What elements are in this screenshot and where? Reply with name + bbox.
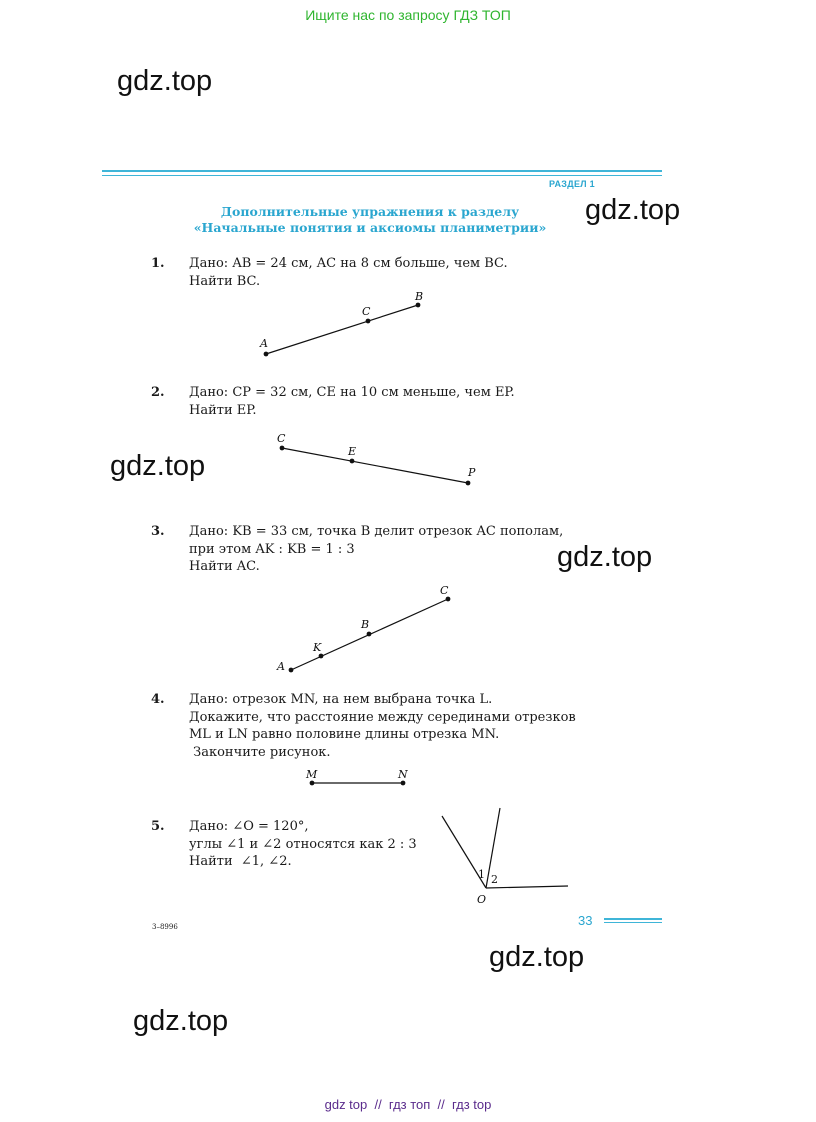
exercise-line: Закончите рисунок. — [189, 744, 331, 760]
point-b — [367, 632, 372, 637]
point-n — [401, 781, 406, 786]
point-a — [289, 668, 294, 673]
point-c — [446, 597, 451, 602]
point-label: C — [440, 584, 449, 597]
exercise-number: 5. — [151, 819, 165, 834]
point-m — [310, 781, 315, 786]
exercise-line: Найти AC. — [189, 559, 260, 574]
exercise-line: Дано: CP = 32 см, CE на 10 см меньше, чем EP. — [189, 385, 515, 400]
point-label: A — [260, 337, 268, 350]
exercise-line: Дано: KB = 33 см, точка B делит отрезок AC пополам, — [189, 524, 564, 539]
exercise-line: углы ∠1 и ∠2 относятся как 2 : 3 — [189, 836, 417, 852]
footer-rule — [604, 918, 662, 920]
exercise-line: Дано: AB = 24 см, AC на 8 см больше, чем BC. — [189, 256, 508, 271]
exercise-number: 4. — [151, 692, 165, 707]
print-code: 3–8996 — [152, 923, 178, 931]
vertex-label: O — [477, 893, 487, 906]
exercise-line: ML и LN равно половине длины отрезка MN. — [189, 727, 500, 742]
point-label: B — [415, 290, 424, 303]
point-label: C — [277, 432, 286, 445]
exercise-line: Докажите, что расстояние между серединами отрезков — [189, 709, 576, 725]
point-a — [264, 352, 269, 357]
point-label: K — [313, 641, 322, 654]
header-rule — [102, 175, 662, 176]
exercise-text — [189, 523, 563, 576]
exercise-text — [189, 691, 576, 761]
point-label: P — [468, 466, 476, 479]
section-heading — [150, 204, 590, 236]
point-label: A — [277, 660, 285, 673]
bottom-links[interactable]: gdz top // гдз топ // гдз top — [324, 1097, 492, 1112]
watermark: gdz.top — [557, 541, 653, 573]
exercise-line: Дано: ∠O = 120°, — [189, 819, 309, 834]
point-label: N — [398, 768, 408, 781]
point-label: B — [361, 618, 370, 631]
figure-segment-cep — [270, 428, 490, 494]
exercise-number: 2. — [151, 385, 165, 400]
heading-line: «Начальные понятия и аксиомы планиметрии» — [193, 220, 547, 235]
figure-angle-o — [430, 800, 580, 910]
angle-label: 2 — [491, 873, 498, 886]
exercise-number: 1. — [151, 256, 165, 271]
exercise-line: Дано: отрезок MN, на нем выбрана точка L. — [189, 692, 493, 707]
heading-line: Дополнительные упражнения к разделу — [220, 204, 520, 219]
exercise-number: 3. — [151, 524, 165, 539]
figure-segment-mn — [300, 765, 420, 795]
figure-segment-akbc — [270, 580, 470, 680]
watermark: gdz.top — [489, 941, 585, 973]
exercise-line: Найти BC. — [189, 273, 261, 289]
footer-rule — [604, 922, 662, 923]
watermark: gdz.top — [117, 65, 213, 97]
figure-segment-abc — [250, 285, 440, 365]
watermark: gdz.top — [133, 1005, 229, 1037]
point-c — [280, 446, 285, 451]
point-c — [366, 319, 371, 324]
point-p — [466, 481, 471, 486]
watermark: gdz.top — [585, 194, 681, 226]
header-rule — [102, 170, 662, 172]
point-label: E — [348, 445, 357, 458]
exercise-text — [189, 818, 417, 871]
exercise-text — [189, 384, 515, 419]
top-banner[interactable]: Ищите нас по запросу ГДЗ ТОП — [305, 7, 511, 23]
page-number: 33 — [578, 913, 593, 928]
point-b — [416, 303, 421, 308]
point-e — [350, 459, 355, 464]
point-k — [319, 654, 324, 659]
exercise-line: Найти EP. — [189, 402, 257, 418]
angle-label: 1 — [478, 868, 485, 881]
point-label: C — [362, 305, 371, 318]
exercise-line: Найти ∠1, ∠2. — [189, 854, 292, 869]
exercise-line: при этом AK : KB = 1 : 3 — [189, 541, 355, 557]
point-label: M — [306, 768, 318, 781]
watermark: gdz.top — [110, 450, 206, 482]
section-label: РАЗДЕЛ 1 — [549, 179, 595, 189]
